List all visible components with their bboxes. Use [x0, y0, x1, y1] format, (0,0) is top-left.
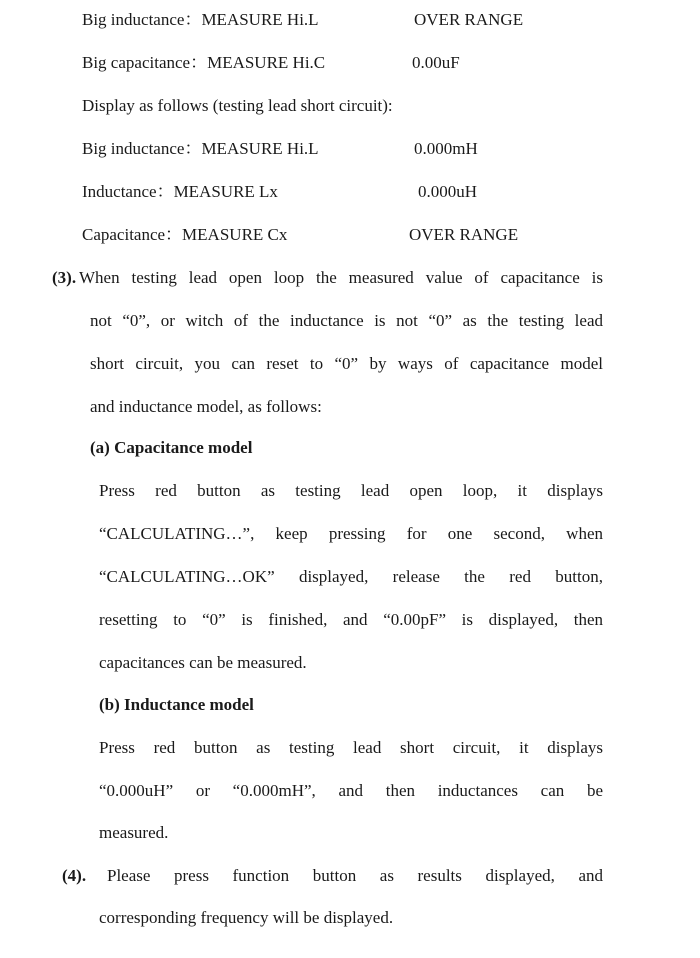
- item4-number: (4).: [62, 866, 87, 885]
- short-label-big-inductance: Big inductance：MEASURE Hi.L: [82, 139, 319, 158]
- measure-value-big-capacitance: 0.00uF: [412, 53, 460, 72]
- measure-value-big-inductance: OVER RANGE: [414, 10, 524, 29]
- short-label-inductance: Inductance：MEASURE Lx: [82, 182, 278, 201]
- sub-b-line-1: Press red button as testing lead short circuit, it displays: [99, 738, 603, 757]
- sub-a-heading: (a) Capacitance model: [90, 438, 253, 457]
- item4-line-2: corresponding frequency will be displayed.: [99, 908, 394, 927]
- item3-number: (3).: [52, 268, 77, 287]
- item3-line-4: and inductance model, as follows:: [90, 397, 322, 416]
- sub-b-heading: (b) Inductance model: [99, 695, 254, 714]
- sub-a-line-1: Press red button as testing lead open loop, it displays: [99, 481, 603, 500]
- measure-label-big-capacitance: Big capacitance：MEASURE Hi.C: [82, 53, 326, 72]
- short-value-capacitance: OVER RANGE: [409, 225, 519, 244]
- sub-a-line-5: capacitances can be measured.: [99, 653, 307, 672]
- short-value-inductance: 0.000uH: [418, 182, 478, 201]
- sub-b-line-2: “0.000uH” or “0.000mH”, and then inductances can be: [99, 781, 603, 800]
- short-label-capacitance: Capacitance：MEASURE Cx: [82, 225, 288, 244]
- sub-b-line-3: measured.: [99, 823, 169, 842]
- sub-a-line-3: “CALCULATING…OK” displayed, release the red button,: [99, 567, 603, 586]
- item3-line-1: When testing lead open loop the measured value of capacitance is: [79, 268, 603, 287]
- sub-a-line-4: resetting to “0” is finished, and “0.00pF” is displayed, then: [99, 610, 603, 629]
- item3-line-3: short circuit, you can reset to “0” by ways of capacitance model: [90, 354, 603, 373]
- sub-a-line-2: “CALCULATING…”, keep pressing for one second, when: [99, 524, 603, 543]
- item4-line-1: Please press function button as results displayed, and: [107, 866, 603, 885]
- item3-line-2: not “0”, or witch of the inductance is not “0” as the testing lead: [90, 311, 603, 330]
- display-note: Display as follows (testing lead short circuit):: [82, 96, 393, 115]
- short-value-big-inductance: 0.000mH: [414, 139, 478, 158]
- measure-label-big-inductance: Big inductance：MEASURE Hi.L: [82, 10, 319, 29]
